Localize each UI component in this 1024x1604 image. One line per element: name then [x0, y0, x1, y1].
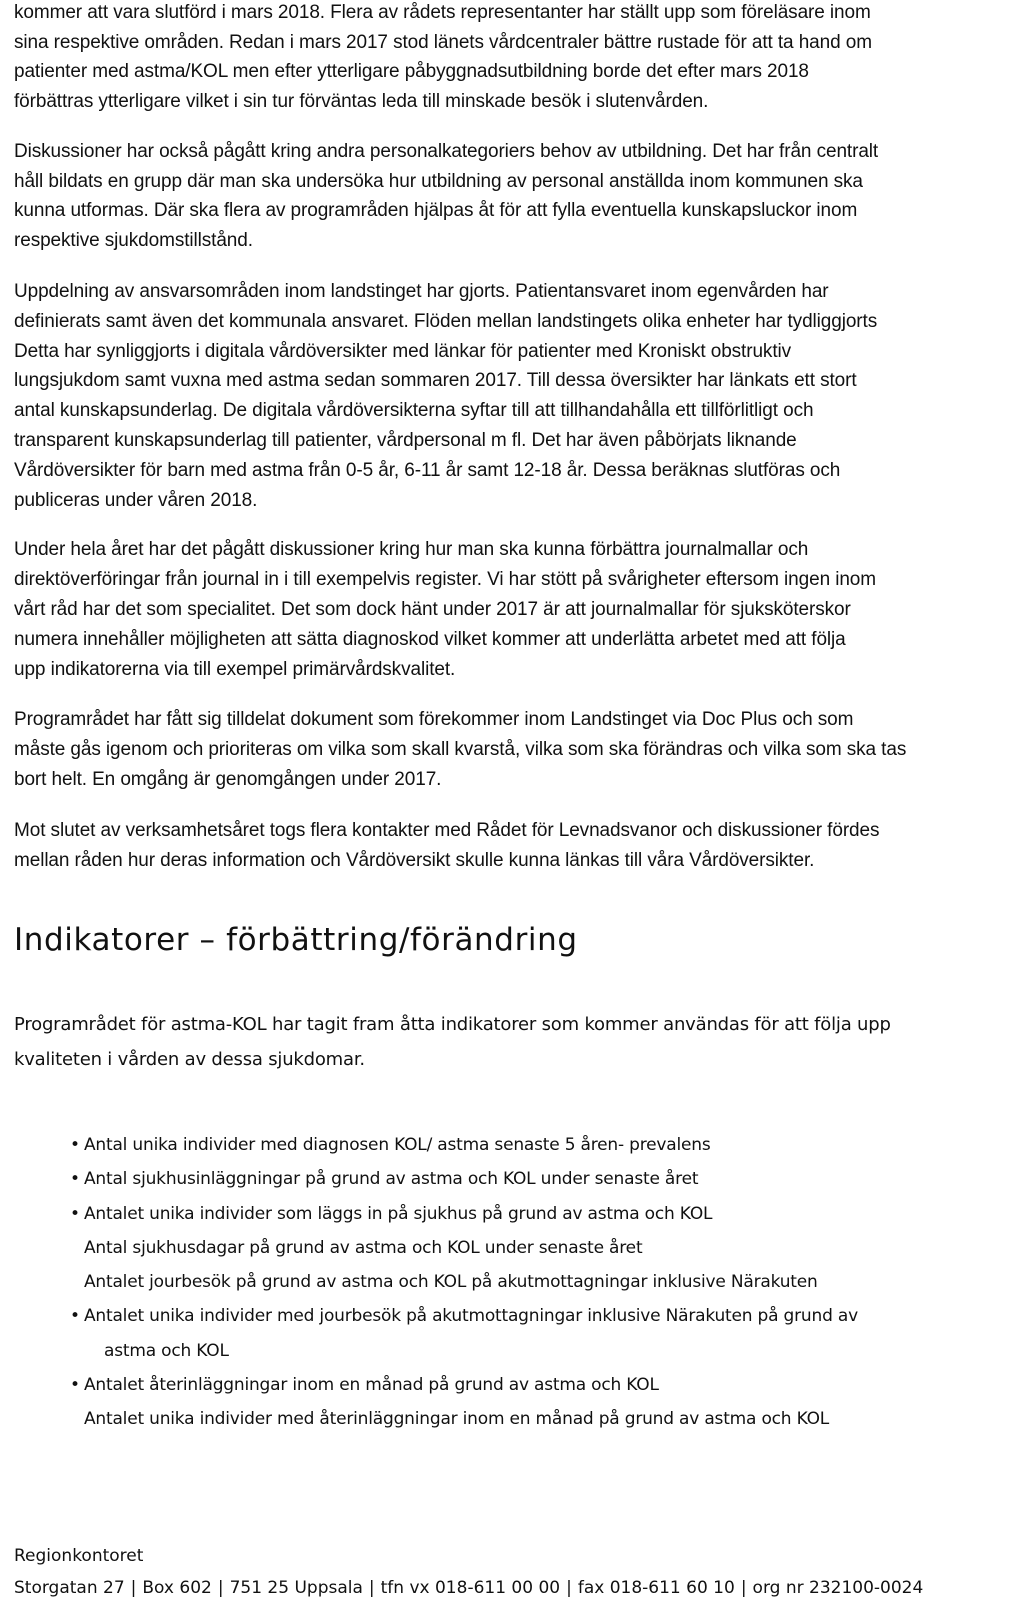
text-line: Detta har synliggjorts i digitala vårdöversikter med länkar för patienter med Kroniskt obstruktiv: [14, 340, 792, 362]
section-heading: Indikatorer – förbättring/förändring: [14, 922, 578, 958]
text-line: antal kunskapsunderlag. De digitala vårdöversikterna syftar till att tillhandahålla ett tillförlitligt och: [14, 400, 814, 422]
list-item: [70, 1231, 858, 1265]
paragraph-lifestyle-council: [14, 816, 879, 876]
list-item-text: Antal sjukhusdagar på grund av astma och KOL under senaste året: [84, 1237, 643, 1258]
list-item-text: Antal unika individer med diagnosen KOL/ astma senaste 5 åren- prevalens: [84, 1135, 711, 1155]
text-line: kvaliteten i vården av dessa sjukdomar.: [14, 1049, 365, 1070]
footer-address: [14, 1572, 923, 1604]
footer-org: Regionkontoret: [14, 1546, 144, 1566]
list-item-text: Antalet unika individer med återinläggningar inom en månad på grund av astma och KOL: [84, 1409, 830, 1430]
paragraph-responsibility-areas: [14, 277, 877, 515]
paragraph-indicators-intro: [14, 1007, 891, 1077]
text-line: vårt råd har det som specialitet. Det som dock hänt under 2017 är att journalmallar för sjuksköterskor: [14, 599, 851, 620]
text-line: sina respektive områden. Redan i mars 2017 stod länets vårdcentraler bättre rustade för att ta hand om: [14, 31, 872, 53]
text-line: direktöverföringar från journal in i till exempelvis register. Vi har stött på svårigheter eftersom ingen inom: [14, 569, 876, 590]
page-footer: [14, 1540, 923, 1604]
text-line: publiceras under våren 2018.: [14, 489, 258, 511]
separator: |: [566, 1578, 572, 1598]
paragraph-doc-plus: [14, 705, 906, 795]
paragraph-journal-templates: [14, 535, 876, 685]
list-item-text: Antalet unika individer med jourbesök på akutmottagningar inklusive Närakuten på grund av: [84, 1306, 858, 1327]
document-page: [14, 0, 1004, 1598]
text-line: respektive sjukdomstillstånd.: [14, 229, 253, 251]
text-line: Vårdöversikter för barn med astma från 0-5 år, 6-11 år samt 12-18 år. Dessa beräknas slutföras och: [14, 459, 841, 481]
text-line: Programrådet för astma-KOL har tagit fram åtta indikatorer som kommer användas för att följa upp: [14, 1014, 891, 1035]
text-line: numera innehåller möjligheten att sätta diagnoskod vilket kommer att underlätta arbetet med att följa: [14, 629, 846, 650]
bullet-icon: •: [70, 1203, 80, 1224]
text-line: Mot slutet av verksamhetsåret togs flera kontakter med Rådet för Levnadsvanor och diskussioner fördes: [14, 820, 880, 841]
text-line: mellan råden hur deras information och Vårdöversikt skulle kunna länkas till våra Vårdöversikter.: [14, 850, 815, 871]
list-item: [70, 1368, 858, 1402]
text-line: patienter med astma/KOL men efter ytterligare påbyggnadsutbildning borde det efter mars 2018: [14, 61, 809, 82]
paragraph-staff-education: [14, 137, 878, 255]
separator: |: [740, 1578, 747, 1598]
text-line: Diskussioner har också pågått kring andra personalkategoriers behov av utbildning. Det har från centralt: [14, 141, 879, 162]
footer-phone: tfn vx 018-611 00 00: [380, 1578, 561, 1598]
list-item-text: Antalet unika individer som läggs in på sjukhus på grund av astma och KOL: [84, 1203, 713, 1224]
text-line: upp indikatorerna via till exempel primärvårdskvalitet.: [14, 659, 456, 680]
separator: |: [217, 1578, 224, 1598]
text-line: kommer att vara slutförd i mars 2018. Flera av rådets representanter har ställt upp som föreläsare inom: [14, 2, 871, 23]
footer-postal: 751 25 Uppsala: [229, 1578, 363, 1598]
list-item-continuation: [70, 1334, 858, 1368]
text-line: Programrådet har fått sig tilldelat dokument som förekommer inom Landstinget via Doc Plus och som: [14, 709, 854, 730]
list-item: [70, 1197, 858, 1231]
footer-fax: fax 018-611 60 10: [577, 1578, 735, 1598]
text-line: Under hela året har det pågått diskussioner kring hur man ska kunna förbättra journalmallar och: [14, 539, 809, 560]
list-item: [70, 1402, 858, 1436]
bullet-icon: •: [70, 1306, 80, 1327]
footer-org-number: org nr 232100-0024: [752, 1578, 924, 1598]
paragraph-education-timeline: [14, 0, 872, 116]
text-line: håll bildats en grupp där man ska undersöka hur utbildning av personal anställda inom kommunen ska: [14, 170, 863, 192]
text-line: Uppdelning av ansvarsområden inom landstinget har gjorts. Patientansvaret inom egenvården har: [14, 281, 829, 302]
indicator-list: [70, 1128, 858, 1437]
footer-street: Storgatan 27: [14, 1578, 125, 1598]
bullet-icon: •: [70, 1135, 80, 1155]
text-line: definierats samt även det kommunala ansvaret. Flöden mellan landstingets olika enheter har tydliggjorts: [14, 310, 878, 332]
list-item: [70, 1265, 858, 1299]
bullet-icon: •: [70, 1375, 80, 1396]
list-item: [70, 1162, 858, 1196]
text-line: måste gås igenom och prioriteras om vilka som skall kvarstå, vilka som ska förändras och vilka som ska tas: [14, 739, 907, 760]
text-line: transparent kunskapsunderlag till patienter, vårdpersonal m fl. Det har även påbörjats liknande: [14, 429, 797, 451]
text-line: bort helt. En omgång är genomgången under 2017.: [14, 769, 442, 790]
list-item: [70, 1299, 858, 1333]
separator: |: [130, 1578, 137, 1598]
list-item: [70, 1128, 858, 1162]
list-item-text: Antalet återinläggningar inom en månad på grund av astma och KOL: [84, 1375, 659, 1396]
footer-box: Box 602: [142, 1578, 212, 1598]
text-line: förbättras ytterligare vilket i sin tur förväntas leda till minskade besök i slutenvården.: [14, 90, 709, 112]
separator: |: [368, 1578, 375, 1598]
text-line: kunna utformas. Där ska flera av programråden hjälpas åt för att fylla eventuella kunskapsluckor inom: [14, 200, 858, 221]
text-line: lungsjukdom samt vuxna med astma sedan sommaren 2017. Till dessa översikter har länkats ett stort: [14, 370, 857, 392]
list-item-text: astma och KOL: [104, 1340, 229, 1361]
list-item-text: Antalet jourbesök på grund av astma och KOL på akutmottagningar inklusive Närakuten: [84, 1272, 818, 1293]
list-item-text: Antal sjukhusinläggningar på grund av astma och KOL under senaste året: [84, 1169, 699, 1190]
bullet-icon: •: [70, 1169, 80, 1190]
